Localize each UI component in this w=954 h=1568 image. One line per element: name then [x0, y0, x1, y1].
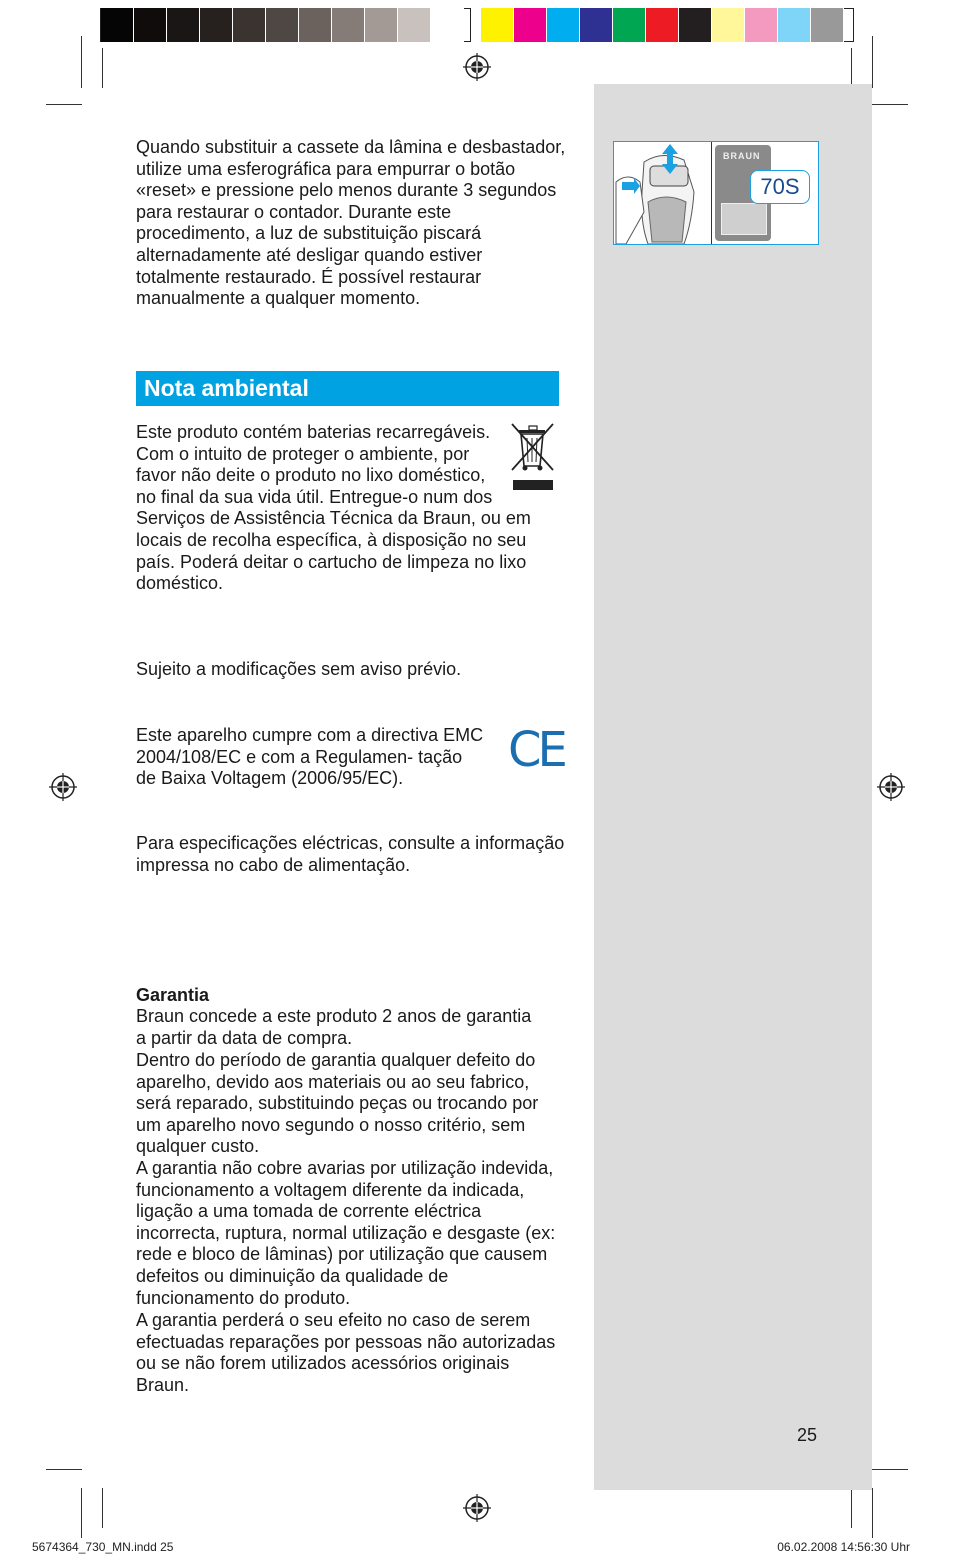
footer-filename: 5674364_730_MN.indd 25	[32, 1540, 174, 1554]
cassette-model-badge: 70S	[750, 170, 810, 204]
electrical-notice: Para especificações eléctricas, consulte a informação impressa no cabo de alimentação.	[136, 833, 565, 875]
crop-mark	[81, 1488, 82, 1538]
crop-mark	[102, 48, 103, 88]
gray-swatch	[365, 8, 398, 42]
illustration-divider	[711, 142, 712, 244]
modifications-notice: Sujeito a modificações sem aviso prévio.	[136, 659, 462, 679]
crop-mark	[872, 104, 908, 105]
ce-mark-icon: CE	[508, 722, 564, 778]
crop-mark	[102, 1488, 103, 1528]
reset-instructions: Quando substituir a cassete da lâmina e desbastador, utilize uma esferográfica para empurrar o botão «reset» e pressione pelo menos durante 3 segundos para restaurar o contador. Durante este procedimento, a luz de substituição piscará alternadamente até desligar quando estiver totalmente restaurado. É possível restaurar manualmente a qualquer momento.	[136, 137, 566, 309]
warranty-paragraph: Dentro do período de garantia qualquer defeito do aparelho, devido aos materiais ou ao seu fabrico, será reparado, substituindo peças ou trocando por um aparelho novo segundo o nosso critério, sem qualquer custo.	[136, 1050, 539, 1157]
registration-mark-icon	[462, 52, 492, 82]
crop-mark	[81, 36, 82, 88]
color-bar	[481, 8, 844, 42]
gray-swatch	[332, 8, 365, 42]
gray-swatch	[431, 8, 464, 42]
crop-mark	[872, 1488, 873, 1538]
warranty-paragraph: A garantia não cobre avarias por utilização indevida, funcionamento a voltagem diferente da indicada, ligação a uma tomada de corrente eléctrica incorrecta, ruptura, normal utilização e desgaste (ex: rede e bloco de lâminas) por utilização que causem defeitos ou diminuição da qualidade de funcionamento do produto.	[136, 1158, 556, 1308]
color-swatch	[547, 8, 580, 42]
registration-mark-icon	[462, 1493, 492, 1523]
registration-mark-icon	[48, 772, 78, 802]
directive-notice: Este aparelho cumpre com a directiva EMC 2004/108/EC e com a Regulamen- tação de Baixa Voltagem (2006/95/EC).	[136, 725, 484, 789]
gray-swatch	[134, 8, 167, 42]
gray-swatch	[167, 8, 200, 42]
crop-mark	[851, 48, 852, 88]
page-number: 25	[797, 1425, 818, 1445]
crop-mark	[872, 1469, 908, 1470]
warranty-paragraph: Braun concede a este produto 2 anos de garantia a partir da data de compra.	[136, 1006, 532, 1048]
section-heading: Nota ambiental	[144, 375, 309, 401]
illustration-frame	[613, 141, 819, 245]
crop-mark	[46, 104, 82, 105]
footer-timestamp: 06.02.2008 14:56:30 Uhr	[777, 1540, 910, 1554]
color-swatch	[613, 8, 646, 42]
color-swatch	[646, 8, 679, 42]
color-swatch	[514, 8, 547, 42]
section-heading-bar	[136, 371, 559, 406]
warranty-title: Garantia	[136, 985, 210, 1005]
shaver-reset-illustration-icon	[614, 142, 712, 244]
color-swatch	[481, 8, 514, 42]
grayscale-bar	[101, 8, 464, 42]
crossed-out-wheelie-bin-icon	[509, 422, 557, 492]
crop-mark	[872, 36, 873, 88]
color-swatch	[811, 8, 844, 42]
environment-text: Este produto contém baterias recarregáveis. Com o intuito de proteger o ambiente, por favor não deite o produto no lixo doméstico, no final da sua vida útil. Entregue-o num dos Serviços de Assistência Técnica da Braun, ou em locais de recolha específica, à disposição no seu país. Poderá deitar o cartucho de limpeza no lixo doméstico.	[136, 422, 531, 594]
crop-mark	[46, 1469, 82, 1470]
gray-swatch	[299, 8, 332, 42]
gray-swatch	[398, 8, 431, 42]
color-swatch	[712, 8, 745, 42]
color-swatch	[778, 8, 811, 42]
color-swatch	[745, 8, 778, 42]
package-brand: BRAUN	[723, 151, 761, 161]
crop-mark	[851, 1488, 852, 1528]
gray-swatch	[266, 8, 299, 42]
gray-swatch	[233, 8, 266, 42]
foil-cassette	[721, 203, 767, 235]
color-swatch	[679, 8, 712, 42]
color-swatch	[580, 8, 613, 42]
gray-swatch	[101, 8, 134, 42]
gray-swatch	[200, 8, 233, 42]
environment-paragraph	[136, 422, 556, 595]
warranty-paragraph: A garantia perderá o seu efeito no caso de serem efectuadas reparações por pessoas não autorizadas ou se não forem utilizados acessórios originais Braun.	[136, 1310, 556, 1395]
sidebar-panel	[594, 84, 872, 1490]
registration-mark-icon	[876, 772, 906, 802]
